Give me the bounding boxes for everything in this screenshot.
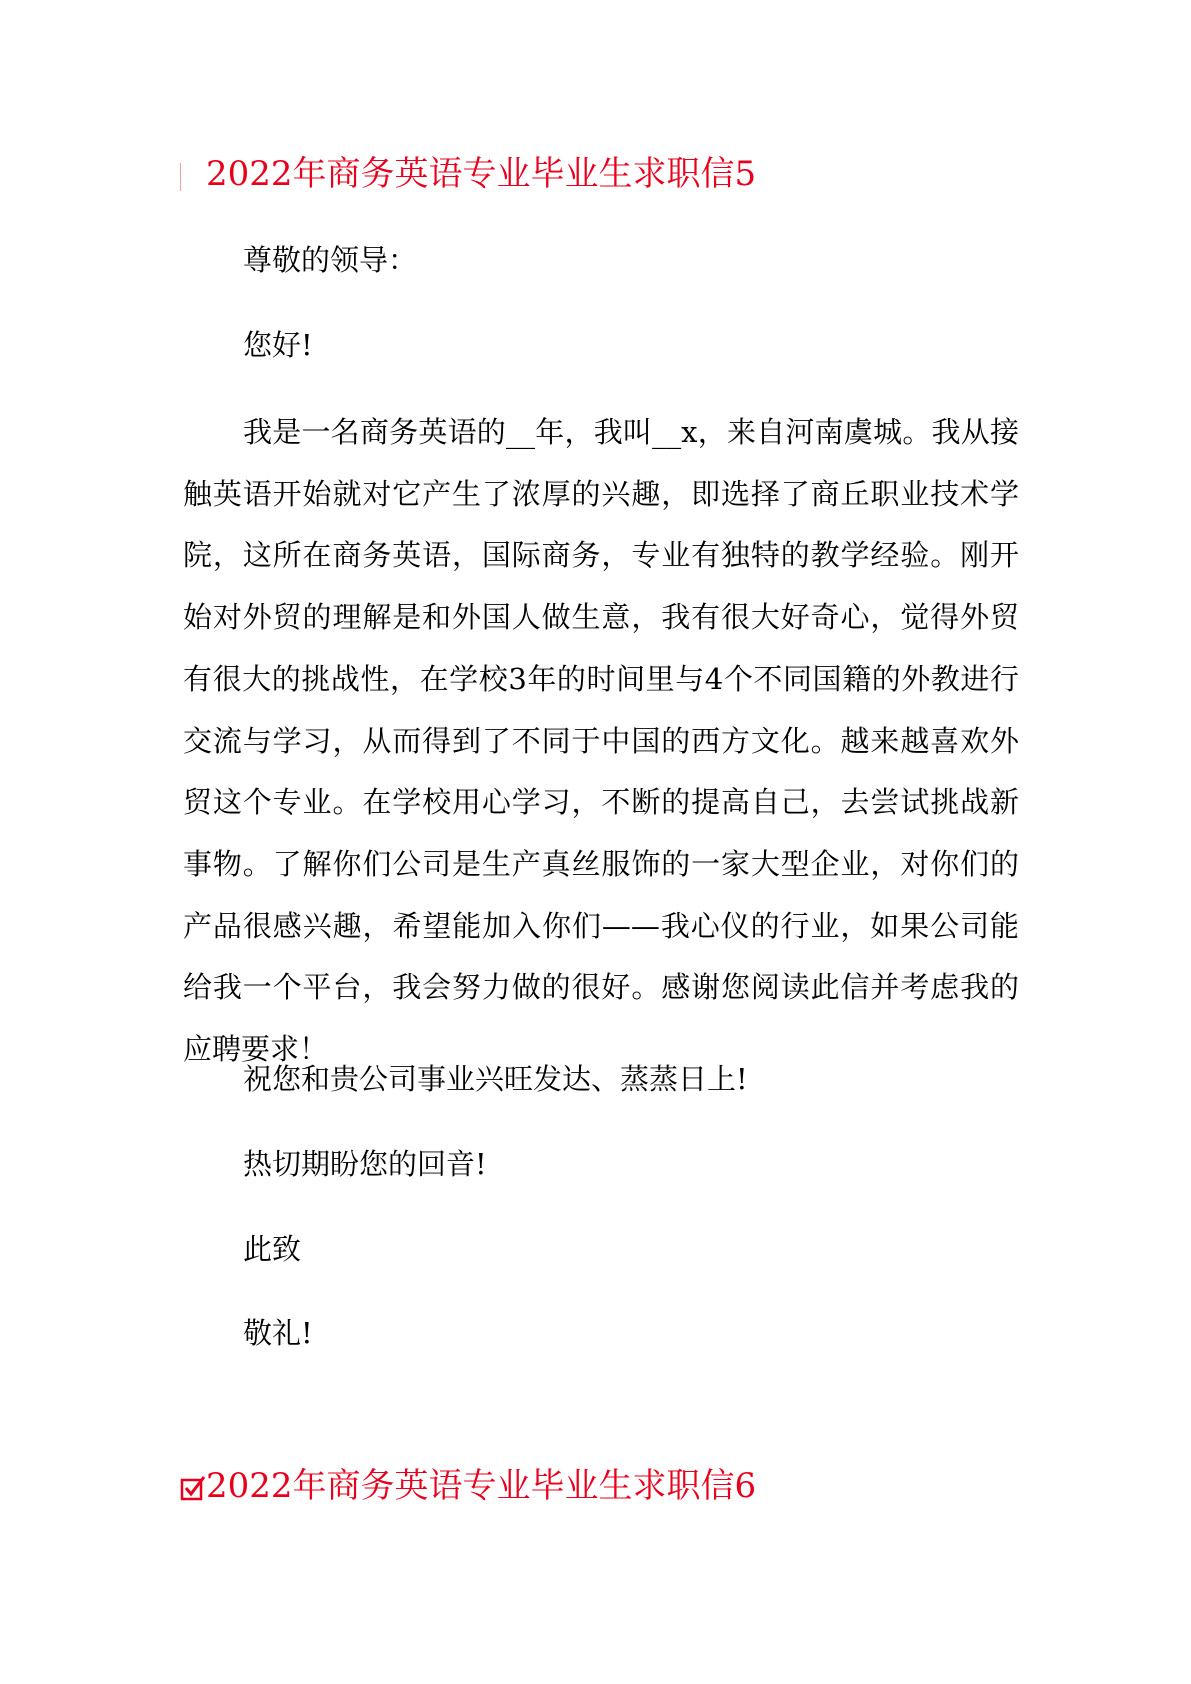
wish-line: 祝您和贵公司事业兴旺发达、蒸蒸日上!: [243, 1062, 748, 1096]
letter-5-title: 2022年商务英语专业毕业生求职信5: [206, 154, 757, 194]
checkbox-checked-icon: [180, 1475, 206, 1501]
closing-jing-li: 敬礼!: [243, 1316, 313, 1350]
letter-body: 我是一名商务英语的__年，我叫__x，来自河南虞城。我从接触英语开始就对它产生了浓厚的兴趣，即选择了商丘职业技术学院，这所在商务英语，国际商务，专业有独特的教学经验。刚开始对外贸的理解是和外国人做生意，我有很大好奇心，觉得外贸有很大的挑战性，在学校3年的时间里与4个不同国籍的外教进行交流与学习，从而得到了不同于中国的西方文化。越来越喜欢外贸这个专业。在学校用心学习，不断的提高自己，去尝试挑战新事物。了解你们公司是生产真丝服饰的一家大型企业，对你们的产品很感兴趣，希望能加入你们——我心仪的行业，如果公司能给我一个平台，我会努力做的很好。感谢您阅读此信并考虑我的应聘要求！: [183, 415, 1019, 1067]
salutation: 尊敬的领导：: [243, 243, 418, 277]
closing-ci-zhi: 此致: [243, 1232, 302, 1266]
hope-line: 热切期盼您的回音!: [243, 1147, 487, 1181]
greeting: 您好!: [243, 328, 313, 362]
letter-6-title: 2022年商务英语专业毕业生求职信6: [206, 1466, 757, 1506]
heading-marker: [180, 163, 181, 191]
